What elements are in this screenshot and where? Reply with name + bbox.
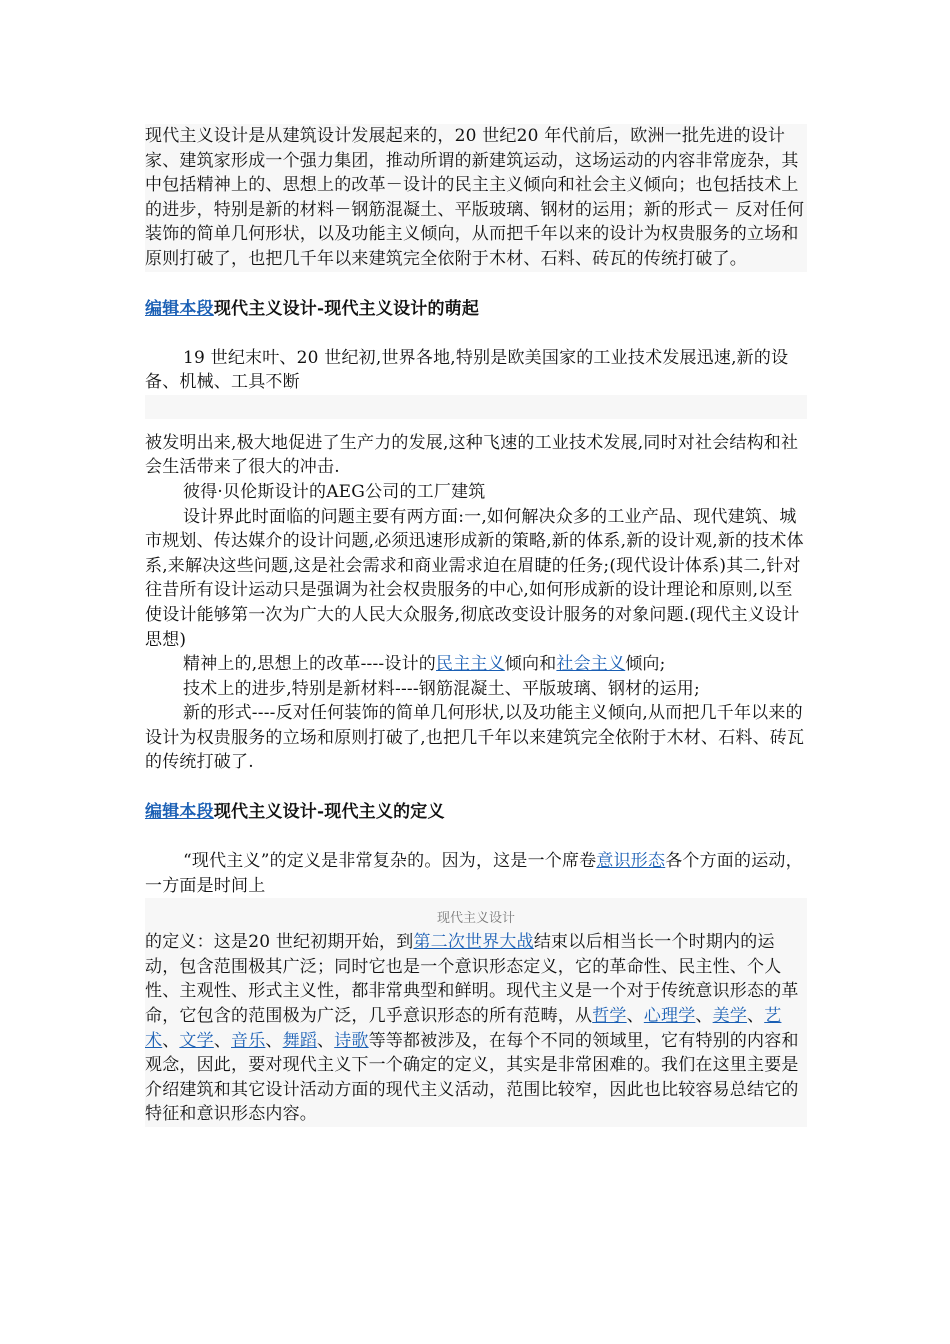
link-democracy[interactable]: 民主主义 <box>435 654 505 675</box>
link-dance[interactable]: 舞蹈 <box>282 1030 318 1051</box>
paragraph: “现代主义”的定义是非常复杂的。因为，这是一个席卷意识形态各个方面的运动，一方面是时间上 <box>145 851 803 896</box>
section-heading-origin <box>145 296 807 322</box>
paragraph: 技术上的进步,特别是新材料----钢筋混凝土、平版玻璃、钢材的运用; <box>183 678 700 699</box>
section-title: 现代主义设计-现代主义设计的萌起 <box>213 298 480 319</box>
link-art[interactable]: 艺术 <box>145 1006 782 1051</box>
link-philosophy[interactable]: 哲学 <box>592 1006 627 1027</box>
document <box>145 124 807 1127</box>
paragraph: 新的形式----反对任何装饰的简单几何形状,以及功能主义倾向,从而把几千年以来的设计为权贵服务的立场和原则打破了,也把几千年以来建筑完全依附于木材、石料、砖瓦的传统打破了. <box>145 703 805 773</box>
section-title: 现代主义设计-现代主义的定义 <box>213 802 445 823</box>
paragraph: 精神上的,思想上的改革----设计的民主主义倾向和社会主义倾向; <box>183 654 666 675</box>
edit-section-link[interactable]: 编辑本段 <box>145 298 214 319</box>
link-aesthetics[interactable]: 美学 <box>712 1006 748 1027</box>
paragraph: 19 世纪末叶、20 世纪初,世界各地,特别是欧美国家的工业技术发展迅速,新的设备、机械、工具不断 <box>145 347 789 393</box>
definition-block <box>145 930 807 1127</box>
section-heading-definition <box>145 799 807 825</box>
intro-block <box>145 124 807 272</box>
paragraph: 被发明出来,极大地促进了生产力的发展,这种飞速的工业技术发展,同时对社会结构和社会生活带来了很大的冲击. <box>145 432 799 478</box>
image-placeholder <box>145 395 807 419</box>
intro-paragraph: 现代主义设计是从建筑设计发展起来的，20 世纪20 年代前后，欧洲一批先进的设计家、建筑家形成一个强力集团，推动所谓的新建筑运动，这场运动的内容非常庞杂，其中包括精神上的、思想上的改革－设计的民主主义倾向和社会主义倾向；也包括技术上的进步，特别是新的材料－钢筋混凝土、平版玻璃、钢材的运用；新的形式－ 反对任何装饰的简单几何形状，以及功能主义倾向，从而把千年以来的设计为权贵服务的立场和原则打破了，也把几千年以来建筑完全依附于木材、石料、砖瓦的传统打破了。 <box>145 126 805 269</box>
paragraph: 的定义：这是20 世纪初期开始，到第二次世界大战结束以后相当长一个时期内的运动，包含范围极其广泛；同时它也是一个意识形态定义，它的革命性、民主性、个人性、主观性、形式主义性，都非常典型和鲜明。现代主义是一个对于传统意识形态的革命，它包含的范围极为广泛，几乎意识形态的所有范畴，从哲学、心理学、美学、艺术、文学、音乐、舞蹈、诗歌等等都被涉及，在每个不同的领域里，它有特别的内容和观念，因此，要对现代主义下一个确定的定义，其实是非常困难的。我们在这里主要是介绍建筑和其它设计活动方面的现代主义活动，范围比较窄，因此也比较容易总结它的特征和意识形态内容。 <box>145 932 799 1125</box>
paragraph: 设计界此时面临的问题主要有两方面:一,如何解决众多的工业产品、现代建筑、城市规划、传达媒介的设计问题,必须迅速形成新的策略,新的体系,新的设计观,新的技术体系,来解决这些问题,这是社会需求和商业需求迫在眉睫的任务;(现代设计体系)其二,针对往昔所有设计运动只是强调为社会权贵服务的中心,如何形成新的设计理论和原则,以至使设计能够第一次为广大的人民大众服务,彻底改变设计服务的对象问题.(现代主义设计思想) <box>145 506 804 650</box>
image-caption: 彼得·贝伦斯设计的AEG公司的工厂建筑 <box>183 481 486 502</box>
link-music[interactable]: 音乐 <box>231 1030 266 1051</box>
link-psychology[interactable]: 心理学 <box>643 1006 696 1027</box>
link-socialism[interactable]: 社会主义 <box>556 654 626 675</box>
link-literature[interactable]: 文学 <box>179 1030 214 1051</box>
link-poetry[interactable]: 诗歌 <box>334 1030 369 1051</box>
edit-section-link[interactable]: 编辑本段 <box>145 802 214 823</box>
link-ww2[interactable]: 第二次世界大战 <box>413 932 534 953</box>
image-caption: 现代主义设计 <box>145 908 807 930</box>
link-ideology[interactable]: 意识形态 <box>596 851 666 872</box>
